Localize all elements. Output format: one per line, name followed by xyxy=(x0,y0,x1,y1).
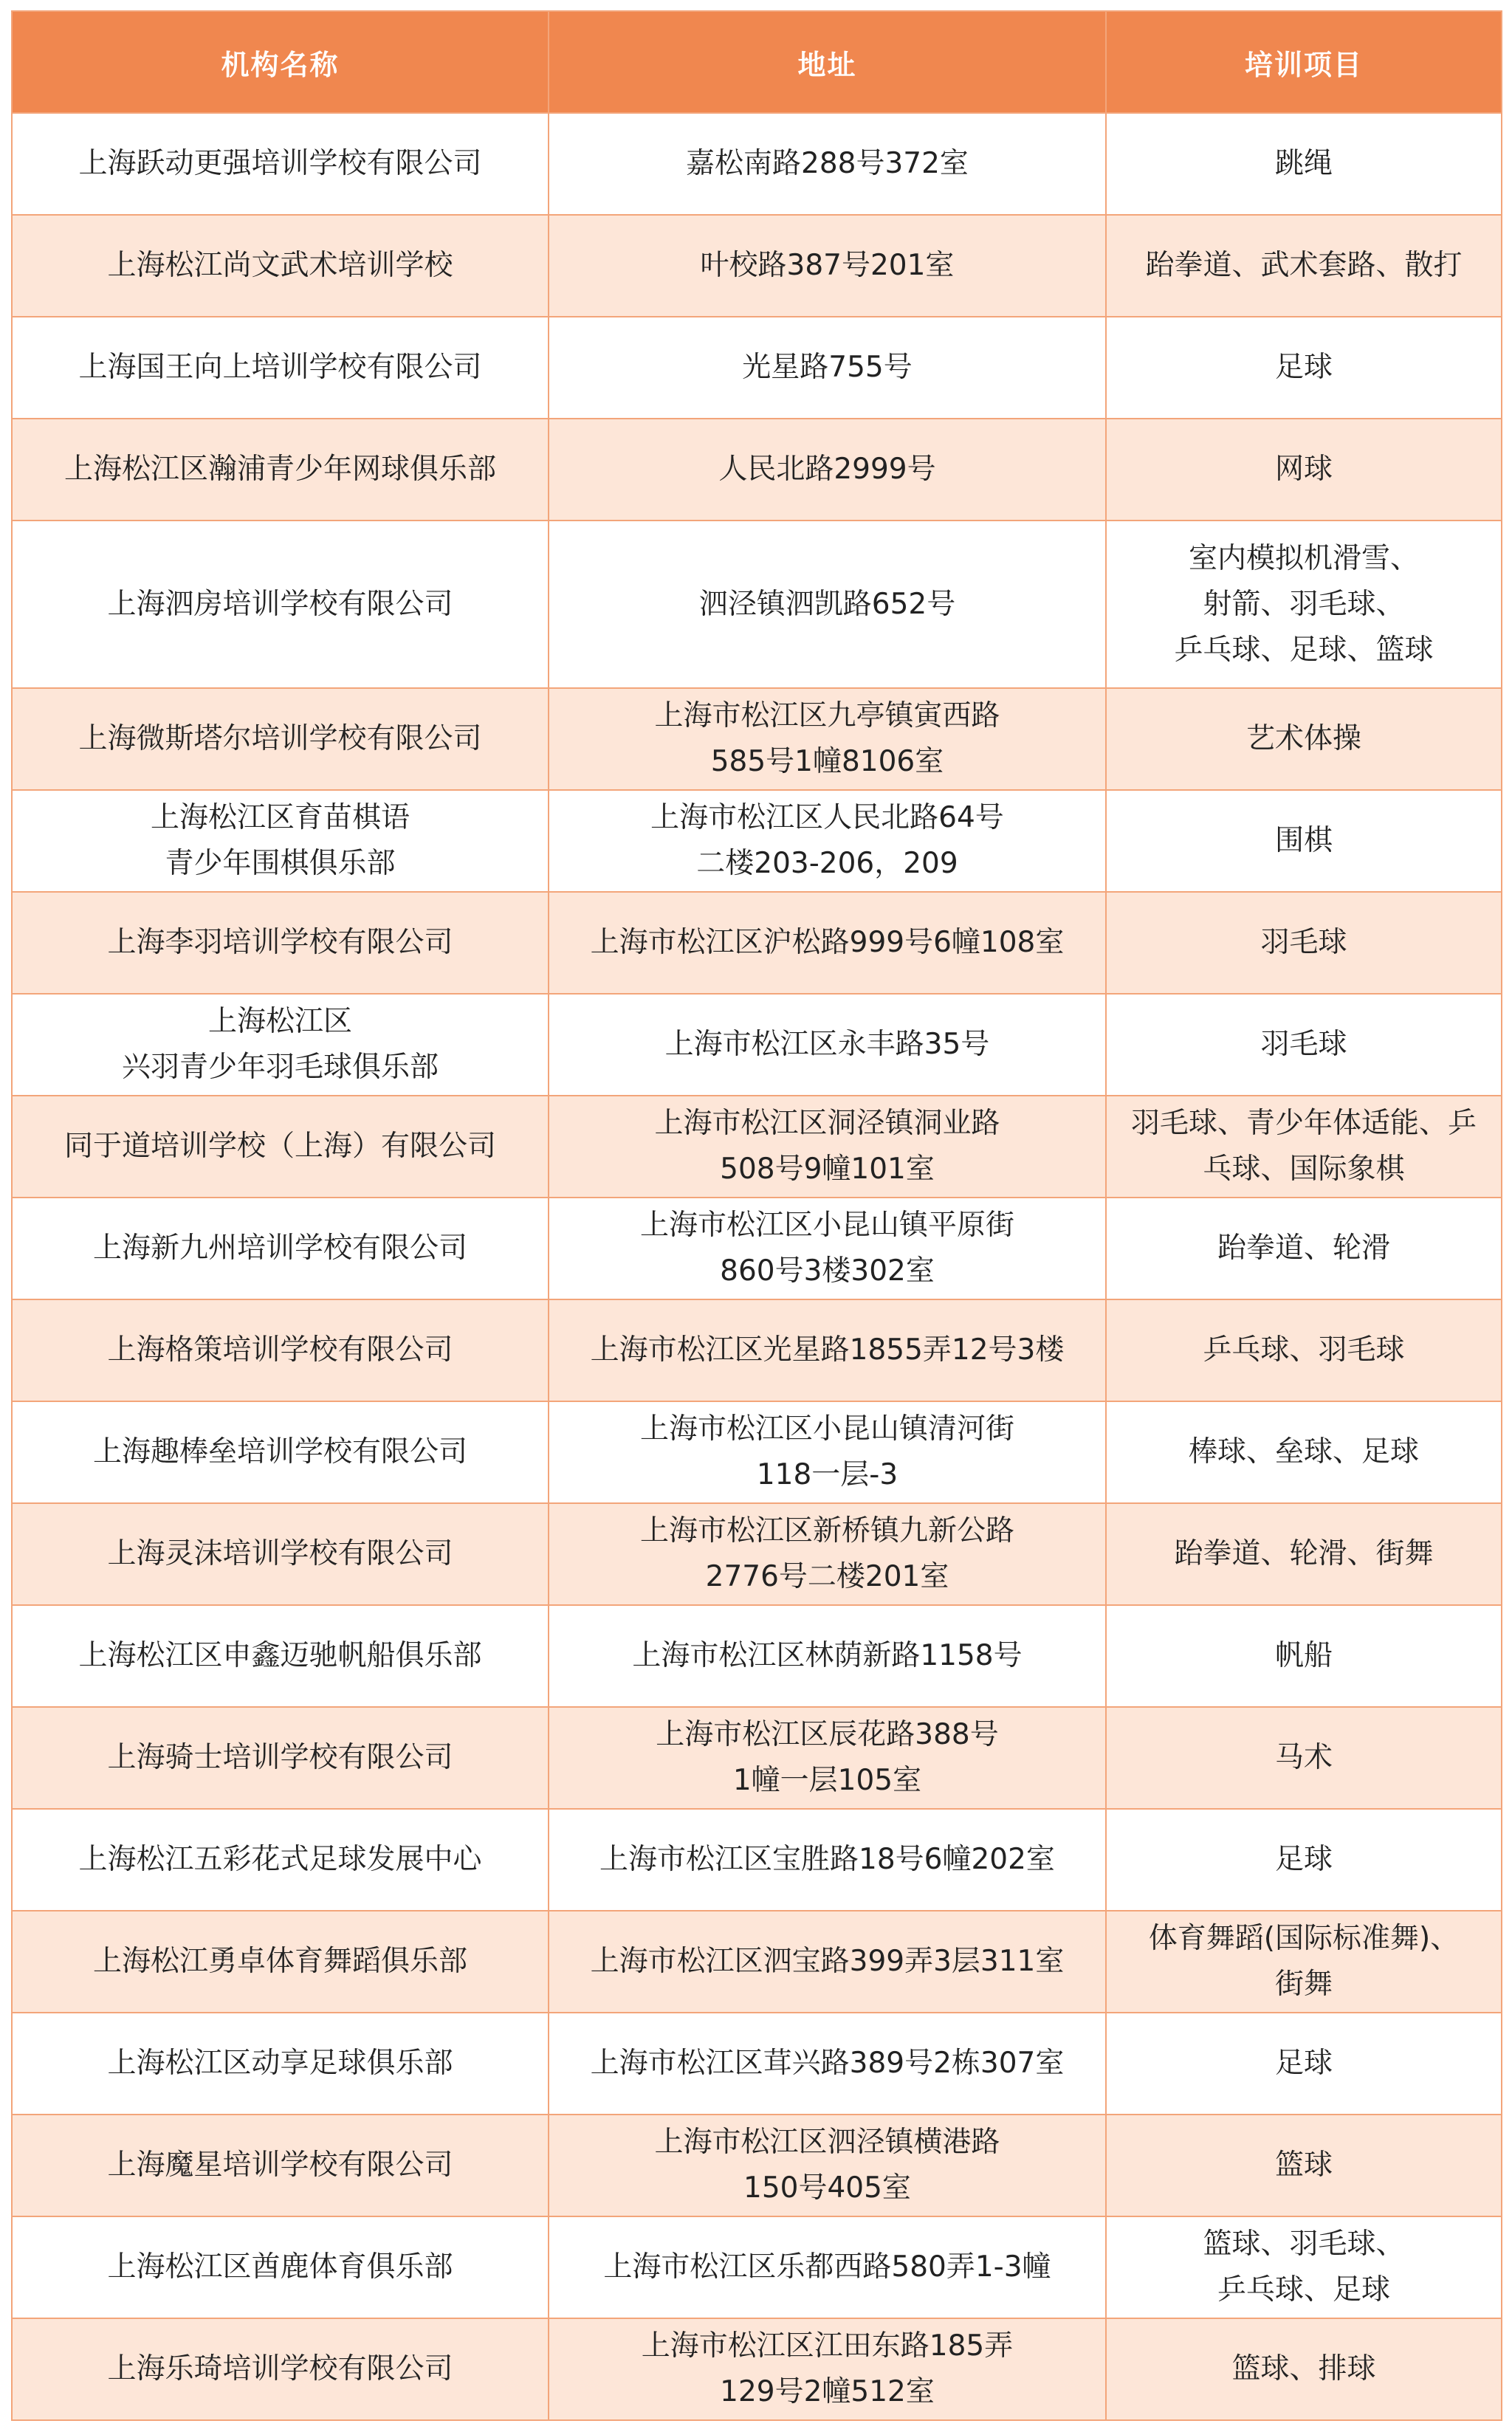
table-row xyxy=(12,1809,1502,1911)
institution-name-cell: 上海国王向上培训学校有限公司 xyxy=(12,317,549,419)
institution-name-cell: 上海乐琦培训学校有限公司 xyxy=(12,2318,549,2420)
program-cell: 篮球、排球 xyxy=(1106,2318,1502,2420)
address-cell: 上海市松江区林荫新路1158号 xyxy=(549,1605,1106,1707)
table-row xyxy=(12,1707,1502,1809)
institution-name-cell: 上海魔星培训学校有限公司 xyxy=(12,2115,549,2216)
institution-name-cell: 上海松江尚文武术培训学校 xyxy=(12,215,549,317)
institution-name-cell: 上海松江区动享足球俱乐部 xyxy=(12,2013,549,2115)
institution-name-cell: 上海松江区育苗棋语 青少年围棋俱乐部 xyxy=(12,790,549,892)
address-cell: 上海市松江区泗泾镇横港路 150号405室 xyxy=(549,2115,1106,2216)
header-address: 地址 xyxy=(549,11,1106,113)
program-cell: 马术 xyxy=(1106,1707,1502,1809)
institution-name-cell: 上海骑士培训学校有限公司 xyxy=(12,1707,549,1809)
program-cell: 棒球、垒球、足球 xyxy=(1106,1401,1502,1503)
program-cell: 足球 xyxy=(1106,2013,1502,2115)
table-row xyxy=(12,2318,1502,2420)
table-row xyxy=(12,2216,1502,2318)
program-cell: 跳绳 xyxy=(1106,113,1502,215)
institution-name-cell: 上海松江五彩花式足球发展中心 xyxy=(12,1809,549,1911)
address-cell: 上海市松江区乐都西路580弄1-3幢 xyxy=(549,2216,1106,2318)
program-cell: 帆船 xyxy=(1106,1605,1502,1707)
address-cell: 上海市松江区沪松路999号6幢108室 xyxy=(549,892,1106,994)
table-row xyxy=(12,790,1502,892)
program-cell: 艺术体操 xyxy=(1106,688,1502,790)
table-row xyxy=(12,688,1502,790)
table-row xyxy=(12,317,1502,419)
program-cell: 跆拳道、轮滑、街舞 xyxy=(1106,1503,1502,1605)
institution-name-cell: 上海松江勇卓体育舞蹈俱乐部 xyxy=(12,1911,549,2013)
program-cell: 足球 xyxy=(1106,1809,1502,1911)
header-training-program: 培训项目 xyxy=(1106,11,1502,113)
program-cell: 篮球 xyxy=(1106,2115,1502,2216)
program-cell: 乒乓球、羽毛球 xyxy=(1106,1299,1502,1401)
table-row xyxy=(12,1299,1502,1401)
table-row xyxy=(12,2115,1502,2216)
table-row xyxy=(12,994,1502,1096)
institution-name-cell: 上海跃动更强培训学校有限公司 xyxy=(12,113,549,215)
address-cell: 嘉松南路288号372室 xyxy=(549,113,1106,215)
program-cell: 跆拳道、轮滑 xyxy=(1106,1198,1502,1299)
table-row xyxy=(12,521,1502,688)
address-cell: 上海市松江区光星路1855弄12号3楼 xyxy=(549,1299,1106,1401)
table-row xyxy=(12,1096,1502,1198)
address-cell: 泗泾镇泗凯路652号 xyxy=(549,521,1106,688)
address-cell: 上海市松江区新桥镇九新公路 2776号二楼201室 xyxy=(549,1503,1106,1605)
table-row xyxy=(12,892,1502,994)
institution-name-cell: 同于道培训学校（上海）有限公司 xyxy=(12,1096,549,1198)
program-cell: 足球 xyxy=(1106,317,1502,419)
address-cell: 上海市松江区九亭镇寅西路 585号1幢8106室 xyxy=(549,688,1106,790)
address-cell: 上海市松江区茸兴路389号2栋307室 xyxy=(549,2013,1106,2115)
table-row xyxy=(12,419,1502,521)
header-institution-name: 机构名称 xyxy=(12,11,549,113)
institution-name-cell: 上海微斯塔尔培训学校有限公司 xyxy=(12,688,549,790)
table-body xyxy=(12,113,1502,2420)
table-row xyxy=(12,1911,1502,2013)
address-cell: 上海市松江区泗宝路399弄3层311室 xyxy=(549,1911,1106,2013)
training-institutions-table xyxy=(11,10,1502,2421)
address-cell: 光星路755号 xyxy=(549,317,1106,419)
address-cell: 上海市松江区江田东路185弄 129号2幢512室 xyxy=(549,2318,1106,2420)
program-cell: 网球 xyxy=(1106,419,1502,521)
table-row xyxy=(12,113,1502,215)
address-cell: 上海市松江区宝胜路18号6幢202室 xyxy=(549,1809,1106,1911)
program-cell: 羽毛球 xyxy=(1106,994,1502,1096)
address-cell: 上海市松江区小昆山镇平原街 860号3楼302室 xyxy=(549,1198,1106,1299)
institution-name-cell: 上海松江区申鑫迈驰帆船俱乐部 xyxy=(12,1605,549,1707)
table-header xyxy=(12,11,1502,113)
address-cell: 上海市松江区永丰路35号 xyxy=(549,994,1106,1096)
program-cell: 室内模拟机滑雪、 射箭、羽毛球、 乒乓球、足球、篮球 xyxy=(1106,521,1502,688)
program-cell: 羽毛球、青少年体适能、乒 乓球、国际象棋 xyxy=(1106,1096,1502,1198)
address-cell: 上海市松江区小昆山镇清河街 118一层-3 xyxy=(549,1401,1106,1503)
program-cell: 跆拳道、武术套路、散打 xyxy=(1106,215,1502,317)
institution-name-cell: 上海新九州培训学校有限公司 xyxy=(12,1198,549,1299)
table-row xyxy=(12,1503,1502,1605)
institution-name-cell: 上海松江区酋鹿体育俱乐部 xyxy=(12,2216,549,2318)
institution-name-cell: 上海灵沫培训学校有限公司 xyxy=(12,1503,549,1605)
table-row xyxy=(12,1198,1502,1299)
table-row xyxy=(12,1605,1502,1707)
address-cell: 上海市松江区人民北路64号 二楼203-206，209 xyxy=(549,790,1106,892)
institution-name-cell: 上海趣棒垒培训学校有限公司 xyxy=(12,1401,549,1503)
address-cell: 叶校路387号201室 xyxy=(549,215,1106,317)
address-cell: 上海市松江区辰花路388号 1幢一层105室 xyxy=(549,1707,1106,1809)
program-cell: 羽毛球 xyxy=(1106,892,1502,994)
table-row xyxy=(12,2013,1502,2115)
address-cell: 上海市松江区洞泾镇洞业路 508号9幢101室 xyxy=(549,1096,1106,1198)
institution-name-cell: 上海松江区瀚浦青少年网球俱乐部 xyxy=(12,419,549,521)
institution-name-cell: 上海松江区 兴羽青少年羽毛球俱乐部 xyxy=(12,994,549,1096)
institution-name-cell: 上海泗房培训学校有限公司 xyxy=(12,521,549,688)
table-row xyxy=(12,215,1502,317)
institution-name-cell: 上海李羽培训学校有限公司 xyxy=(12,892,549,994)
institution-name-cell: 上海格策培训学校有限公司 xyxy=(12,1299,549,1401)
header-row xyxy=(12,11,1502,113)
program-cell: 围棋 xyxy=(1106,790,1502,892)
table-row xyxy=(12,1401,1502,1503)
program-cell: 篮球、羽毛球、 乒乓球、足球 xyxy=(1106,2216,1502,2318)
training-institutions-table-wrapper xyxy=(11,10,1501,2421)
address-cell: 人民北路2999号 xyxy=(549,419,1106,521)
program-cell: 体育舞蹈(国际标准舞)、 街舞 xyxy=(1106,1911,1502,2013)
